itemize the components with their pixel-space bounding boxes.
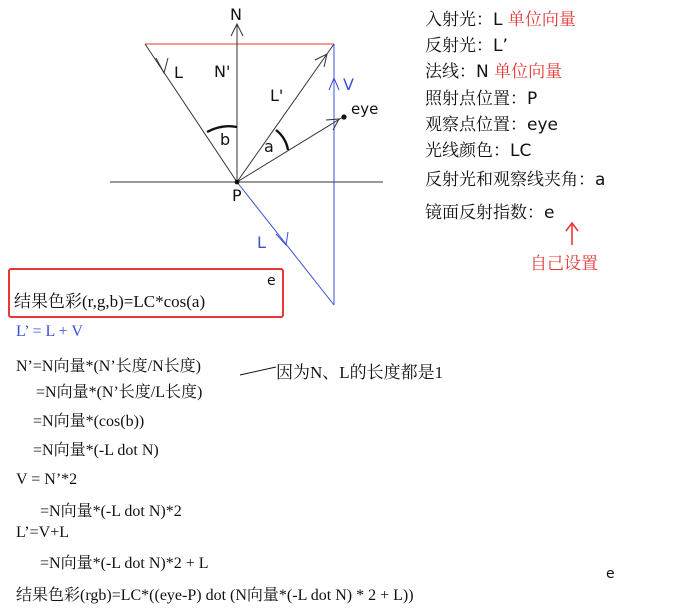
final-formula-exponent: e — [606, 566, 615, 582]
label-n: N — [230, 5, 242, 24]
derivation-line-5: V = N’*2 — [16, 471, 78, 488]
label-n-prime: N' — [214, 62, 231, 81]
label-l-prime: L' — [270, 86, 284, 105]
self-set-note: 自己设置 — [530, 254, 598, 274]
side-note: 因为N、L的长度都是1 — [276, 363, 444, 382]
derivation-line-4: =N向量*(-L dot N) — [33, 442, 159, 459]
vector-sum: L’ = L + V — [16, 323, 83, 340]
legend-specular-exponent: 镜面反射指数：e — [425, 203, 555, 223]
legend-light-color: 光线颜色：LC — [425, 141, 532, 161]
eye-line — [237, 117, 343, 182]
up-arrow-icon — [562, 220, 582, 246]
point-p — [235, 180, 240, 185]
label-v: V — [343, 75, 354, 94]
incident-l-arrowhead — [156, 58, 168, 73]
label-l-reflected: L — [257, 233, 266, 252]
angle-a-arc — [276, 130, 288, 150]
boxed-formula: 结果色彩(r,g,b)=LC*cos(a) — [14, 292, 206, 311]
legend-incident: 入射光：L 单位向量 — [425, 10, 576, 30]
legend-eye-position: 观察点位置：eye — [425, 115, 558, 135]
label-point-p: P — [232, 186, 242, 205]
reflected-l-prime-line — [237, 44, 334, 182]
label-l-incident: L — [174, 63, 183, 82]
boxed-formula-exponent: e — [267, 273, 276, 289]
label-angle-a: a — [264, 137, 274, 156]
legend-hit-point: 照射点位置：P — [425, 89, 538, 109]
label-eye: eye — [351, 100, 379, 118]
derivation-line-7: L’=V+L — [16, 524, 70, 541]
derivation-line-8: =N向量*(-L dot N)*2 + L — [40, 555, 209, 572]
derivation-line-6: =N向量*(-L dot N)*2 — [40, 503, 182, 520]
side-note-pointer — [238, 362, 278, 378]
legend-angle: 反射光和观察线夹角：a — [425, 170, 606, 190]
eye-point — [341, 114, 346, 119]
derivation-line-3: =N向量*(cos(b)) — [33, 413, 145, 430]
derivation-line-1: N’=N向量*(N’长度/N长度) — [16, 358, 202, 375]
legend-normal: 法线：N 单位向量 — [425, 62, 563, 82]
legend-reflected: 反射光：L’ — [425, 36, 508, 56]
derivation-line-2: =N向量*(N’长度/L长度) — [36, 384, 203, 401]
label-angle-b: b — [220, 130, 231, 149]
final-formula: 结果色彩(rgb)=LC*((eye-P) dot (N向量*(-L dot N) * 2 + L)) — [16, 587, 414, 604]
